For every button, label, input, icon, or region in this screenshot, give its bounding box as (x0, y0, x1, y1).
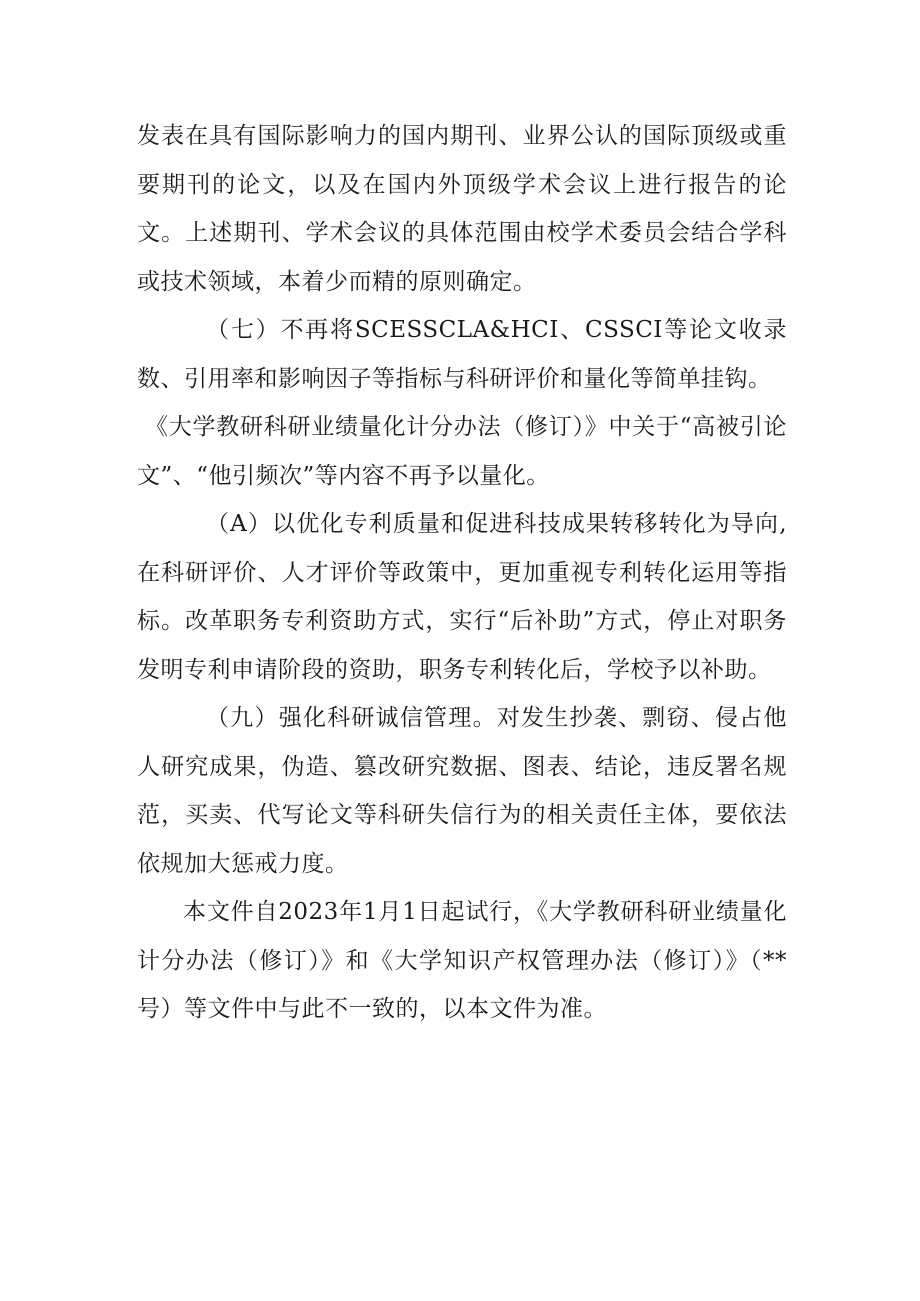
paragraph-effective-date: 本文件自2023年1月1日起试行，《大学教研科研业绩量化计分办法（修订）》和《大学知识产权管理办法（修订）》（**号）等文件中与此不一致的，以本文件为准。 (137, 899, 787, 1022)
paragraph-item-seven: （七）不再将SCESSCLA&HCI、CSSCI等论文收录数、引用率和影响因子等指标与科研评价和量化等简单挂钩。 (137, 317, 787, 392)
paragraph-item-nine: （九）强化科研诚信管理。对发生抄袭、剽窃、侵占他人研究成果，伪造、篡改研究数据、图表、结论，违反署名规范，买卖、代写论文等科研失信行为的相关责任主体，要依法依规加大惩戒力度。 (137, 705, 787, 877)
paragraph-item-eight: （A）以优化专利质量和促进科技成果转移转化为导向,在科研评价、人才评价等政策中，更加重视专利转化运用等指标。改革职务专利资助方式，实行“后补助”方式，停止对职务发明专利申请阶段的资助，职务专利转化后，学校予以补助。 (137, 511, 787, 683)
document-body (137, 112, 787, 1034)
paragraph-publication-scope: 发表在具有国际影响力的国内期刊、业界公认的国际顶级或重要期刊的论文，以及在国内外顶级学术会议上进行报告的论文。上述期刊、学术会议的具体范围由校学术委员会结合学科或技术领域，本着少而精的原则确定。 (137, 123, 787, 295)
paragraph-quantification-note: 《大学教研科研业绩量化计分办法（修订）》中关于“高被引论文”、“他引频次”等内容不再予以量化。 (137, 414, 787, 489)
